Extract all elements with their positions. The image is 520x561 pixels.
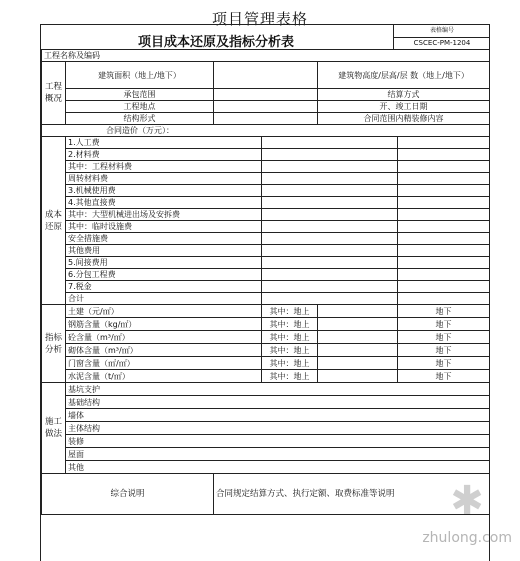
indicator-above-label: 其中：地上 (262, 305, 318, 318)
indicator-above-value[interactable] (318, 318, 398, 331)
indicator-above-label: 其中：地上 (262, 357, 318, 370)
cost-value[interactable] (262, 209, 398, 221)
cost-value[interactable] (262, 185, 398, 197)
summary-text: 合同规定结算方式、执行定额、取费标准等说明 (214, 474, 490, 515)
cost-value[interactable] (398, 173, 490, 185)
indicator-label: 土建（元/㎡） (66, 305, 262, 318)
construction-item-label: 主体结构 (66, 422, 490, 435)
form-number-box (393, 25, 490, 49)
cost-row (42, 245, 490, 257)
indicator-row (42, 344, 490, 357)
construction-row (42, 422, 490, 435)
cost-item-label: 4.其他直接费 (66, 197, 262, 209)
cost-item-label: 其中：临时设施费 (66, 221, 262, 233)
indicator-below-label: 地下 (398, 357, 490, 370)
cost-value[interactable] (398, 161, 490, 173)
cost-item-label: 其中：工程材料费 (66, 161, 262, 173)
overview-value[interactable] (214, 62, 318, 89)
cost-value[interactable] (262, 137, 398, 149)
cost-item-label: 其中：大型机械进出场及安拆费 (66, 209, 262, 221)
overview-value[interactable] (214, 101, 318, 113)
cost-item-label: 其他费用 (66, 245, 262, 257)
indicator-above-label: 其中：地上 (262, 318, 318, 331)
construction-item-label: 基坑支护 (66, 383, 490, 396)
overview-label: 承包范围 (66, 89, 214, 101)
indicator-below-label: 地下 (398, 318, 490, 331)
cost-analysis-table (41, 49, 490, 515)
cost-row (42, 293, 490, 305)
overview-label: 建筑面积（地上/地下） (66, 62, 214, 89)
indicator-above-value[interactable] (318, 344, 398, 357)
cost-value[interactable] (262, 245, 398, 257)
cost-value[interactable] (398, 233, 490, 245)
indicator-label: 门窗含量（㎡/㎡） (66, 357, 262, 370)
indicator-row (42, 370, 490, 383)
cost-value[interactable] (398, 257, 490, 269)
cost-value[interactable] (398, 149, 490, 161)
cost-value[interactable] (398, 221, 490, 233)
construction-row (42, 409, 490, 422)
cost-row (42, 269, 490, 281)
indicator-above-label: 其中：地上 (262, 370, 318, 383)
indicator-label: 砌体含量（m³/㎡） (66, 344, 262, 357)
construction-row (42, 448, 490, 461)
cost-value[interactable] (262, 233, 398, 245)
indicator-above-value[interactable] (318, 305, 398, 318)
cost-row (42, 185, 490, 197)
overview-label: 合同范围内精装修内容 (318, 113, 490, 125)
indicator-above-label: 其中：地上 (262, 331, 318, 344)
report-sheet (40, 24, 490, 561)
cost-row (42, 149, 490, 161)
overview-label: 开、竣工日期 (318, 101, 490, 113)
overview-label: 建筑物高度/层高/层 数（地上/地下） (318, 62, 490, 89)
cost-value[interactable] (398, 269, 490, 281)
cost-value[interactable] (262, 173, 398, 185)
indicator-below-label: 地下 (398, 370, 490, 383)
cost-item-label: 2.材料费 (66, 149, 262, 161)
cost-value[interactable] (398, 281, 490, 293)
construction-row (42, 461, 490, 474)
project-name-label: 工程名称及编码 (42, 50, 490, 62)
contract-price-label: 合同造价（万元）： (42, 125, 490, 137)
overview-row (42, 62, 490, 89)
overview-label: 结构形式 (66, 113, 214, 125)
indicator-above-value[interactable] (318, 331, 398, 344)
cost-item-label: 周转材料费 (66, 173, 262, 185)
overview-value[interactable] (214, 113, 318, 125)
overview-label: 结算方式 (318, 89, 490, 101)
form-subtitle: 项目成本还原及指标分析表 (137, 35, 294, 50)
cost-value[interactable] (262, 293, 398, 305)
overview-value[interactable] (214, 89, 318, 101)
indicator-row (42, 331, 490, 344)
overview-row (42, 101, 490, 113)
cost-item-label: 合计 (66, 293, 262, 305)
form-code: CSCEC-PM-1204 (413, 39, 471, 47)
cost-row (42, 197, 490, 209)
cost-value[interactable] (398, 209, 490, 221)
watermark-logo-icon: ✱ (450, 478, 484, 524)
overview-group-label: 工程概况 (42, 62, 66, 125)
project-name-row (42, 50, 490, 62)
cost-value[interactable] (398, 197, 490, 209)
construction-group-label: 施工做法 (42, 383, 66, 474)
cost-value[interactable] (262, 161, 398, 173)
cost-value[interactable] (398, 293, 490, 305)
indicator-label: 钢筋含量（kg/㎡） (66, 318, 262, 331)
cost-row (42, 137, 490, 149)
indicator-row (42, 357, 490, 370)
overview-row (42, 113, 490, 125)
construction-row (42, 383, 490, 396)
cost-item-label: 1.人工费 (66, 137, 262, 149)
cost-value[interactable] (398, 185, 490, 197)
cost-row (42, 281, 490, 293)
cost-item-label: 7.税金 (66, 281, 262, 293)
overview-label: 工程地点 (66, 101, 214, 113)
cost-row (42, 257, 490, 269)
cost-value[interactable] (398, 137, 490, 149)
cost-item-label: 6.分包工程费 (66, 269, 262, 281)
watermark-text: zhulong.com (422, 530, 512, 546)
cost-item-label: 3.机械使用费 (66, 185, 262, 197)
indicator-row (42, 318, 490, 331)
indicator-group-label: 指标分析 (42, 305, 66, 383)
cost-value[interactable] (262, 269, 398, 281)
cost-item-label: 5.间接费用 (66, 257, 262, 269)
cost-value[interactable] (398, 245, 490, 257)
cost-value[interactable] (262, 149, 398, 161)
indicator-above-value[interactable] (318, 370, 398, 383)
cost-item-label: 安全措施费 (66, 233, 262, 245)
cost-group-label: 成本还原 (42, 137, 66, 305)
cost-row (42, 173, 490, 185)
page-title: 项目管理表格 (211, 10, 308, 28)
cost-value[interactable] (262, 197, 398, 209)
construction-item-label: 墙体 (66, 409, 490, 422)
construction-item-label: 装修 (66, 435, 490, 448)
indicator-label: 水泥含量（t/㎡） (66, 370, 262, 383)
construction-row (42, 435, 490, 448)
contract-price-row (42, 125, 490, 137)
form-number-label: 表格编号 (394, 25, 490, 38)
cost-row (42, 209, 490, 221)
overview-row (42, 89, 490, 101)
construction-item-label: 其他 (66, 461, 490, 474)
cost-row (42, 221, 490, 233)
cost-value[interactable] (262, 221, 398, 233)
cost-row (42, 233, 490, 245)
summary-label: 综合说明 (42, 474, 214, 515)
construction-row (42, 396, 490, 409)
cost-value[interactable] (262, 281, 398, 293)
construction-item-label: 基础结构 (66, 396, 490, 409)
indicator-below-label: 地下 (398, 305, 490, 318)
indicator-below-label: 地下 (398, 331, 490, 344)
summary-row (42, 474, 490, 515)
indicator-above-label: 其中：地上 (262, 344, 318, 357)
construction-item-label: 屋面 (66, 448, 490, 461)
indicator-label: 砼含量（m³/㎡） (66, 331, 262, 344)
cost-value[interactable] (262, 257, 398, 269)
indicator-below-label: 地下 (398, 344, 490, 357)
indicator-above-value[interactable] (318, 357, 398, 370)
cost-row (42, 161, 490, 173)
indicator-row (42, 305, 490, 318)
